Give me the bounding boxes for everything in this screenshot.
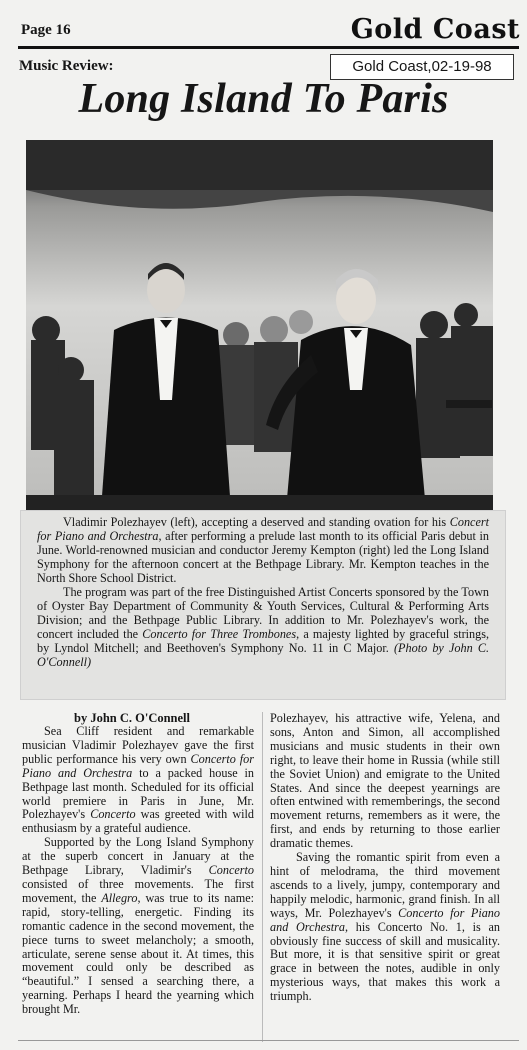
masthead-logo: Gold Coast: [350, 14, 520, 45]
headline: Long Island To Paris: [78, 76, 449, 122]
article-column-left: [22, 725, 254, 1017]
article-column-right: [270, 712, 500, 1004]
byline: by John C. O'Connell: [74, 711, 191, 725]
body-paragraph: Sea Cliff resident and remarkable musician Vladimir Polezhayev gave the first public performance his very own Concerto for Piano and Orchestra to a packed house in Bethpage last month. Scheduled for its official world premiere in Paris in June, Mr. Polezhayev's Concerto was greeted with wild enthusiasm by a grateful audience.: [22, 724, 255, 836]
caption-paragraph: Vladimir Polezhayev (left), accepting a deserved and standing ovation for his Concert for Piano and Orchestra, after performing a prelude last month to its official Paris debut in June. World-renowned musician and conductor Jeremy Kempton (right) led the Long Island Symphony for the afternoon concert at the Bethpage Library. Mr. Kempton teaches in the North Shore School District.: [37, 515, 489, 585]
column-divider: [262, 712, 263, 1042]
photo-caption: [20, 510, 506, 700]
caption-text: [37, 515, 489, 669]
body-paragraph: Saving the romantic spirit from even a hint of melodrama, the third movement ascends to a lively, jumpy, contemporary and happily melodic, harmonic, grand finish. In all ways, Mr. Polezhayev's Concerto for Piano and Orchestra, his Concerto No. 1, is an obviously fine success of skill and musicality. But more, it is that sensitive spirit or great grace in between the notes, audible in only mysterious ways, that makes this work a triumph.: [270, 850, 500, 1004]
body-paragraph: Supported by the Long Island Symphony at the superb concert in January at the Bethpage Library, Vladimir's Concerto consisted of three movements. The first movement, the Allegro, was true to its name: rapid, story-telling, energetic. Finding its romantic cadence in the second movement, the piece turns to sweet melancholy; a smooth, articulate, serene sense about it. At times, this movement could only be described as “beautiful.” I sensed a searching there, a yearning. Perhaps I heard the yearning which brought Mr.: [22, 835, 254, 1017]
section-label: Music Review:: [19, 58, 114, 74]
caption-paragraph: The program was part of the free Distinguished Artist Concerts sponsored by the Town of Oyster Bay Department of Community & Youth Services, Cultural & Performing Arts Division; and the Bethpage Public Library. In addition to Mr. Polezhayev's work, the concert included the Concerto for Three Trombones, a majesty lighted by graceful strings, by Lyndol Mitchell; and Beethoven's Symphony No. 11 in C Major. (Photo by John C. O'Connell): [37, 585, 490, 669]
bottom-rule: [18, 1040, 519, 1041]
body-paragraph: Polezhayev, his attractive wife, Yelena, and sons, Anton and Simon, all accomplished musicians and music students in their own right, to leave their home in Russia (while still the Soviet Union) and emigrate to the United States. And since the deepest yearnings are often entwined with rememberings, the second movement returns, remembers as it were, the first, and ends by returning to those earlier dramatic themes.: [270, 711, 500, 851]
concert-photo-illustration: [26, 140, 493, 510]
concert-photo: [26, 140, 493, 510]
page-number: Page 16: [21, 22, 71, 38]
date-stamp: Gold Coast,02-19-98: [330, 54, 514, 80]
photo-credit: (Photo by John C. O'Connell): [37, 641, 489, 669]
top-rule: [18, 46, 519, 49]
